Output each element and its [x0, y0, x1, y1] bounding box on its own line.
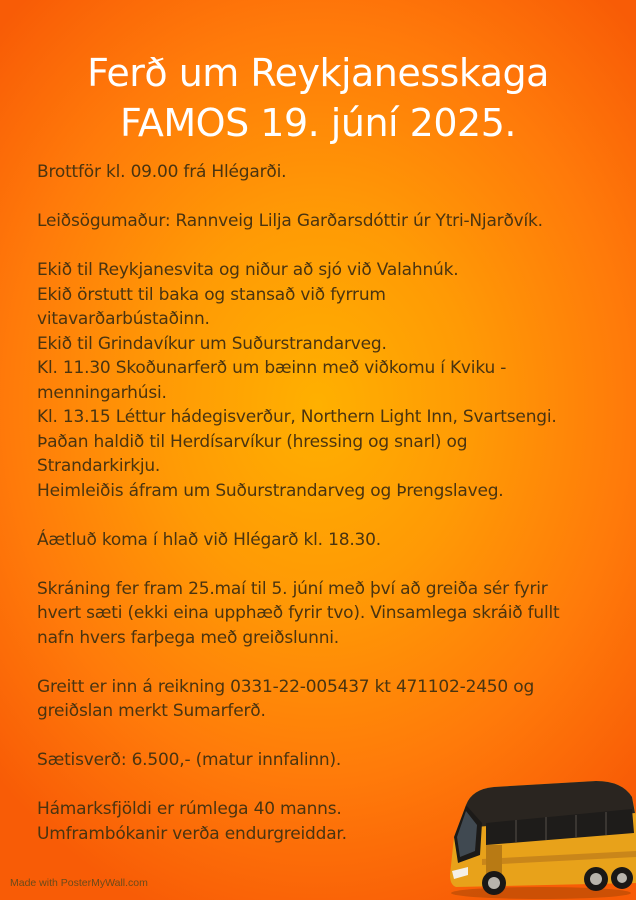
paragraph [37, 528, 597, 553]
paragraph [37, 209, 597, 234]
text-line: menningarhúsi. [37, 382, 167, 403]
text-line: vitavarðarbústaðinn. [37, 309, 210, 329]
paragraph [37, 748, 597, 773]
text-line: nafn hvers farþega með greiðslunni. [37, 627, 339, 648]
title-line-1: Ferð um Reykjanesskaga [87, 51, 549, 95]
text-line: Heimleiðis áfram um Suðurstrandarveg og Þrengslaveg. [37, 480, 504, 501]
paragraph [37, 675, 597, 724]
text-line: Ekið til Grindavíkur um Suðurstrandarveg. [37, 333, 387, 354]
poster-body [37, 160, 597, 871]
text-line: Ekið örstutt til baka og stansað við fyrrum [37, 284, 386, 305]
text-line: hvert sæti (ekki eina upphæð fyrir tvo). Vinsamlega skráið fullt [37, 603, 560, 623]
text-line: Greitt er inn á reikning 0331-22-005437 kt 471102-2450 og [37, 676, 535, 697]
bus-icon [446, 775, 636, 900]
text-line: Brottför kl. 09.00 frá Hlégarði. [37, 162, 287, 182]
text-line: Ekið til Reykjanesvita og niður að sjó við Valahnúk. [37, 260, 459, 280]
text-line: greiðslan merkt Sumarferð. [37, 701, 266, 721]
text-line: Kl. 11.30 Skoðunarferð um bæinn með viðkomu í Kviku - [37, 358, 507, 378]
text-line: Áætluð koma í hlað við Hlégarð kl. 18.30. [37, 529, 381, 550]
text-line: Sætisverð: 6.500,- (matur innfalinn). [37, 750, 342, 770]
paragraph [37, 160, 597, 185]
paragraph [37, 577, 597, 651]
poster-title [0, 48, 636, 148]
text-line: Hámarksfjöldi er rúmlega 40 manns. [37, 799, 342, 819]
text-line: Kl. 13.15 Léttur hádegisverður, Northern Light Inn, Svartsengi. [37, 407, 557, 427]
text-line: Umframbókanir verða endurgreiddar. [37, 823, 347, 844]
text-line: Skráning fer fram 25.maí til 5. júní með því að greiða sér fyrir [37, 578, 548, 599]
title-line-2: FAMOS 19. júní 2025. [120, 101, 516, 145]
paragraph [37, 258, 597, 503]
credit-text: Made with PosterMyWall.com [10, 877, 148, 889]
text-line: Leiðsögumaður: Rannveig Lilja Garðarsdóttir úr Ytri-Njarðvík. [37, 211, 543, 231]
text-line: Þaðan haldið til Herdísarvíkur (hressing og snarl) og [37, 431, 468, 452]
text-line: Strandarkirkju. [37, 456, 161, 476]
